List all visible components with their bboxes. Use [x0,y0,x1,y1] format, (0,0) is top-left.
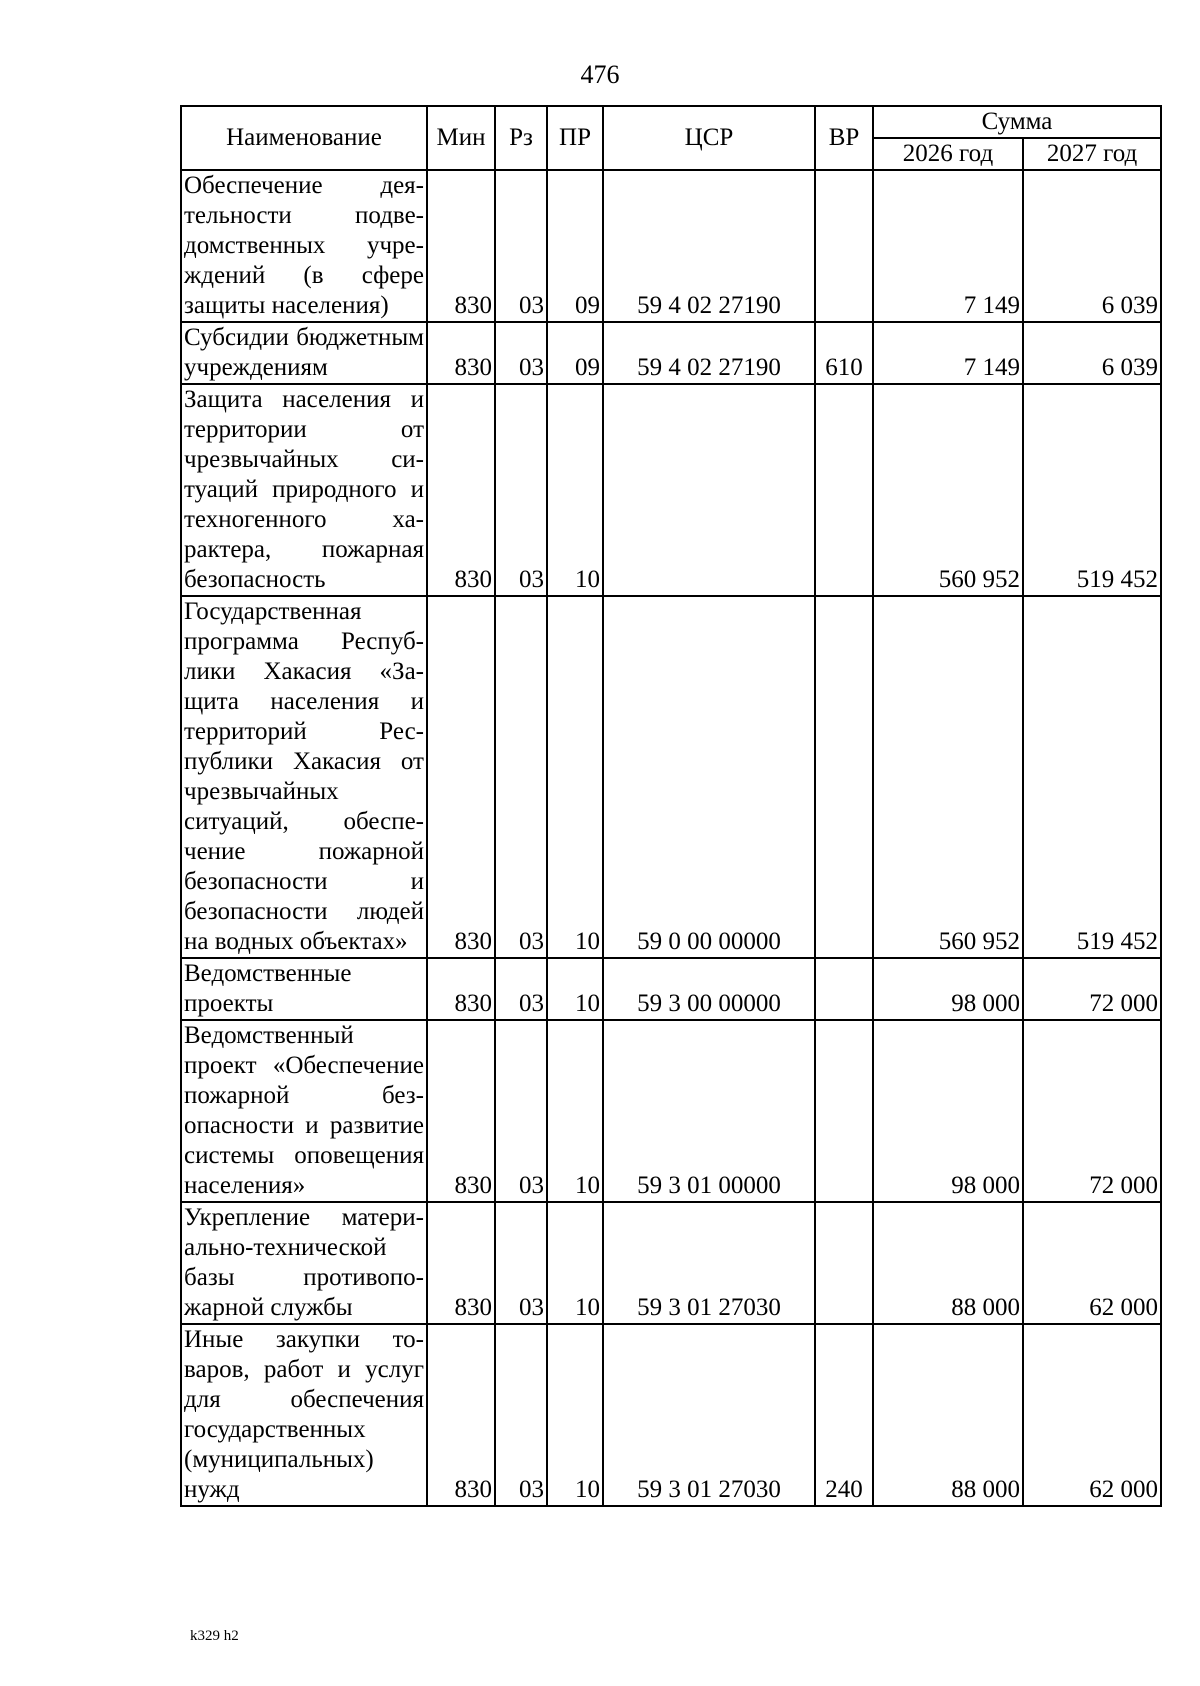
row-pr: 09 [547,322,603,384]
row-name: Ведомственные проекты [181,958,427,1020]
row-pr: 10 [547,1202,603,1324]
row-sum-2027: 72 000 [1023,958,1161,1020]
row-sum-2027: 72 000 [1023,1020,1161,1202]
table-row [181,322,1161,384]
row-name: Государственная программа Республики Хакасия «Защита населения и территорий Республики Хакасия от чрезвычайных ситуаций, обеспечение пожарной безопасности и безопасности людей на водных объектах» [181,596,427,958]
header-year-2026: 2026 год [873,138,1023,170]
row-csr: 59 3 01 27030 [603,1324,815,1506]
header-name: Наименование [181,106,427,170]
table-row [181,170,1161,322]
row-csr: 59 3 00 00000 [603,958,815,1020]
row-sum-2026: 560 952 [873,596,1023,958]
row-rz: 03 [495,170,547,322]
row-vr [815,1202,873,1324]
row-min: 830 [427,322,495,384]
row-sum-2026: 88 000 [873,1202,1023,1324]
row-vr [815,384,873,596]
row-sum-2027: 6 039 [1023,170,1161,322]
row-name: Иные закупки товаров, работ и услуг для обеспечения государственных (муниципальных) нужд [181,1324,427,1506]
budget-table [180,105,1162,1507]
row-rz: 03 [495,1324,547,1506]
row-sum-2027: 6 039 [1023,322,1161,384]
row-sum-2026: 98 000 [873,1020,1023,1202]
header-vr: ВР [815,106,873,170]
row-min: 830 [427,596,495,958]
table-row [181,1202,1161,1324]
page-number: 476 [580,60,620,89]
table-row [181,384,1161,596]
row-pr: 10 [547,1020,603,1202]
row-sum-2026: 88 000 [873,1324,1023,1506]
header-year-2027: 2027 год [1023,138,1161,170]
row-sum-2027: 519 452 [1023,596,1161,958]
row-vr [815,596,873,958]
row-pr: 10 [547,596,603,958]
row-pr: 10 [547,1324,603,1506]
row-rz: 03 [495,1202,547,1324]
row-name: Обеспечение деятельности подведомственных учреждений (в сфере защиты населения) [181,170,427,322]
row-sum-2026: 7 149 [873,322,1023,384]
table-row [181,958,1161,1020]
row-name: Ведомственный проект «Обеспечение пожарной безопасности и развитие системы оповещения населения» [181,1020,427,1202]
table-row [181,1020,1161,1202]
row-sum-2026: 98 000 [873,958,1023,1020]
footer-code: k329 h2 [190,1628,239,1644]
row-sum-2026: 7 149 [873,170,1023,322]
table-row [181,1324,1161,1506]
row-vr: 240 [815,1324,873,1506]
row-pr: 09 [547,170,603,322]
row-vr [815,1020,873,1202]
row-min: 830 [427,958,495,1020]
row-min: 830 [427,384,495,596]
row-csr: 59 3 01 27030 [603,1202,815,1324]
header-rz: Рз [495,106,547,170]
row-min: 830 [427,170,495,322]
row-pr: 10 [547,958,603,1020]
row-sum-2027: 62 000 [1023,1324,1161,1506]
header-pr: ПР [547,106,603,170]
row-rz: 03 [495,958,547,1020]
table-row [181,596,1161,958]
row-rz: 03 [495,322,547,384]
row-min: 830 [427,1020,495,1202]
row-name: Защита населения и территории от чрезвычайных ситуаций природного и техногенного характера, пожарная безопасность [181,384,427,596]
row-sum-2027: 62 000 [1023,1202,1161,1324]
row-sum-2027: 519 452 [1023,384,1161,596]
row-name: Субсидии бюджетным учреждениям [181,322,427,384]
row-vr [815,958,873,1020]
row-rz: 03 [495,596,547,958]
row-min: 830 [427,1324,495,1506]
row-rz: 03 [495,1020,547,1202]
row-pr: 10 [547,384,603,596]
row-csr: 59 4 02 27190 [603,322,815,384]
row-min: 830 [427,1202,495,1324]
row-vr: 610 [815,322,873,384]
row-name: Укрепление материально-технической базы противопожарной службы [181,1202,427,1324]
header-sum: Сумма [873,106,1161,138]
row-rz: 03 [495,384,547,596]
row-csr [603,384,815,596]
header-min: Мин [427,106,495,170]
row-sum-2026: 560 952 [873,384,1023,596]
row-csr: 59 0 00 00000 [603,596,815,958]
row-vr [815,170,873,322]
row-csr: 59 4 02 27190 [603,170,815,322]
header-csr: ЦСР [603,106,815,170]
row-csr: 59 3 01 00000 [603,1020,815,1202]
